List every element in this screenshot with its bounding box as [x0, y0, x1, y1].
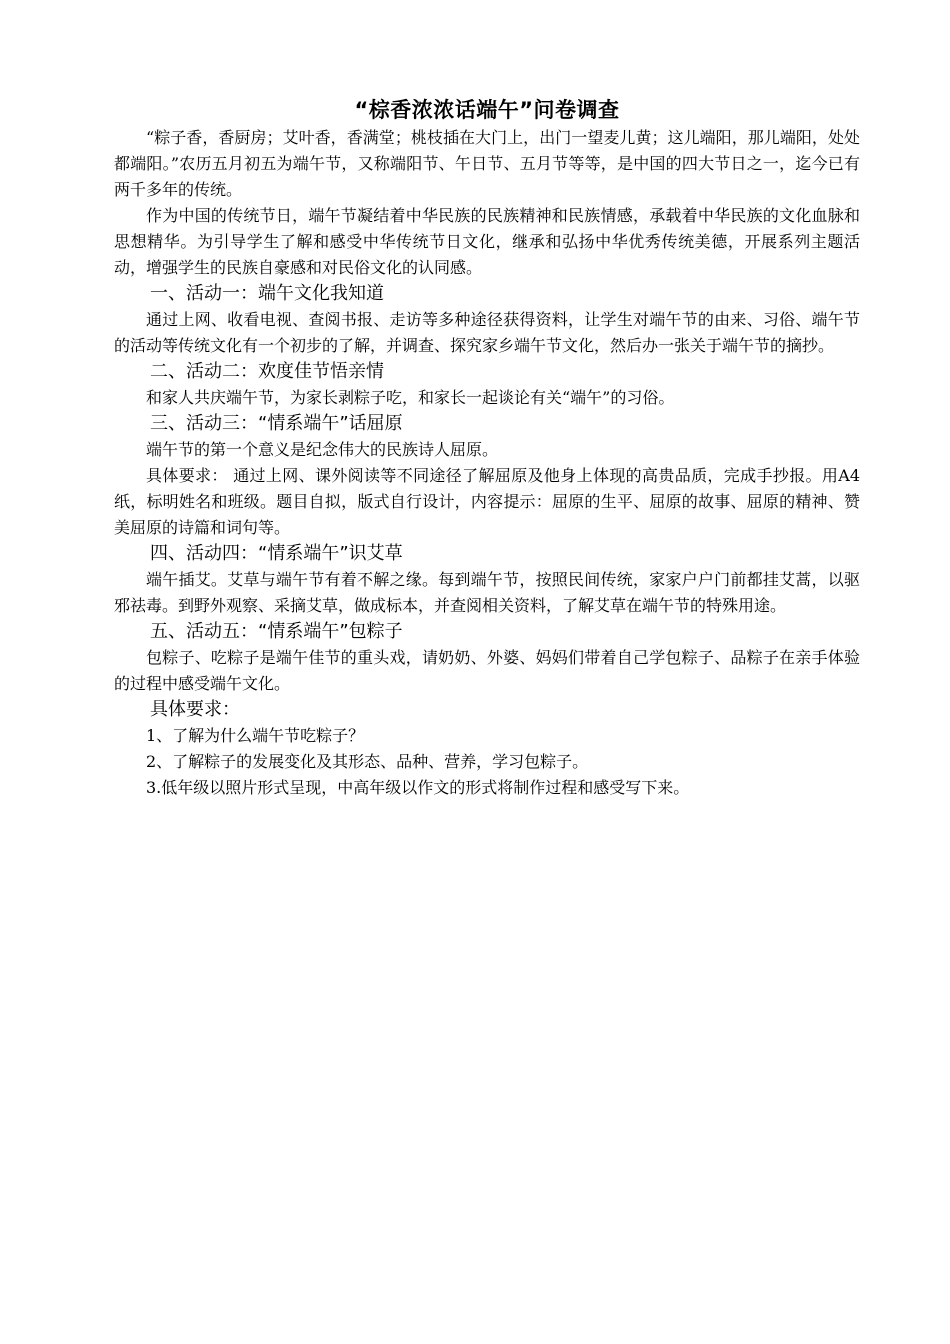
section-heading-3: 三、活动三：“情系端午”话屈原 [150, 413, 403, 434]
section-1-paragraph-1: 通过上网、收看电视、查阅书报、走访等多种途径获得资料，让学生对端午节的由来、习俗、端午节的活动等传统文化有一个初步的了解，并调查、探究家乡端午节文化，然后办一张关于端午节的摘抄。 [114, 310, 860, 355]
section-3-paragraph-1: 端午节的第一个意义是纪念伟大的民族诗人屈原。 [146, 440, 499, 459]
requirements-heading: 具体要求： [150, 699, 240, 720]
section-3-paragraph-2: 具体要求： 通过上网、课外阅读等不同途径了解屈原及他身上体现的高贵品质，完成手抄报。用A4纸，标明姓名和班级。题目自拟，版式自行设计，内容提示：屈原的生平、屈原的故事、屈原的精神、赞美屈原的诗篇和词句等。 [114, 466, 860, 537]
intro-paragraph-1: “粽子香，香厨房；艾叶香，香满堂；桃枝插在大门上，出门一望麦儿黄；这儿端阳，那儿端阳，处处都端阳。”农历五月初五为端午节，又称端阳节、午日节、五月节等等，是中国的四大节日之一，迄今已有两千多年的传统。 [114, 128, 860, 199]
section-4-paragraph-1: 端午插艾。艾草与端午节有着不解之缘。每到端午节，按照民间传统，家家户户门前都挂艾蒿，以驱邪祛毒。到野外观察、采摘艾草，做成标本，并查阅相关资料，了解艾草在端午节的特殊用途。 [114, 570, 860, 615]
requirement-item-1: 1、了解为什么端午节吃粽子？ [146, 726, 365, 745]
section-2-paragraph-1: 和家人共庆端午节，为家长剥粽子吃，和家长一起谈论有关“端午”的习俗。 [146, 388, 675, 407]
intro-paragraph-2: 作为中国的传统节日，端午节凝结着中华民族的民族精神和民族情感，承载着中华民族的文化血脉和思想精华。为引导学生了解和感受中华传统节日文化，继承和弘扬中华优秀传统美德，开展系列主题活动，增强学生的民族自豪感和对民俗文化的认同感。 [114, 206, 860, 277]
section-5-paragraph-1: 包粽子、吃粽子是端午佳节的重头戏，请奶奶、外婆、妈妈们带着自己学包粽子、品粽子在亲手体验的过程中感受端午文化。 [114, 648, 860, 693]
section-heading-4: 四、活动四：“情系端午”识艾草 [150, 543, 403, 564]
requirement-item-3: 3.低年级以照片形式呈现，中高年级以作文的形式将制作过程和感受写下来。 [146, 778, 690, 797]
document-page [114, 95, 860, 801]
document-title: “棕香浓浓话端午”问卷调查 [354, 98, 620, 122]
requirement-item-2: 2、了解粽子的发展变化及其形态、品种、营养，学习包粽子。 [146, 752, 589, 771]
section-heading-2: 二、活动二：欢度佳节悟亲情 [150, 361, 384, 382]
section-heading-5: 五、活动五：“情系端午”包粽子 [150, 621, 403, 642]
section-heading-1: 一、活动一：端午文化我知道 [150, 283, 384, 304]
